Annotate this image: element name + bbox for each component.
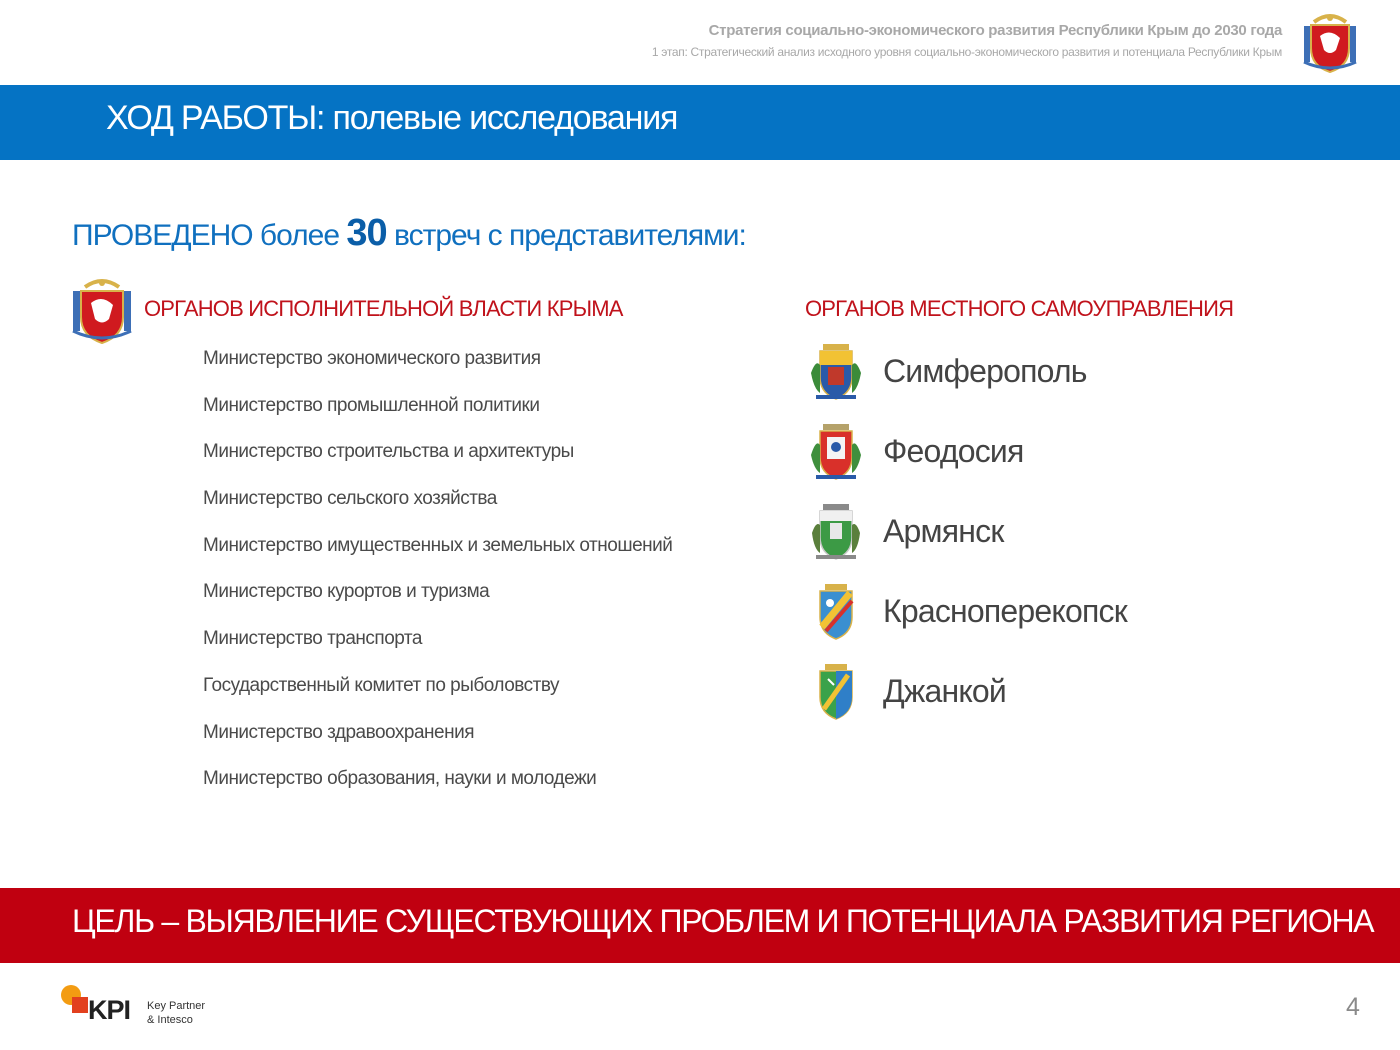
presentation-title: Стратегия социально-экономического развития Республики Крым до 2030 года [708,22,1282,39]
list-item: Министерство экономического развития [203,348,541,369]
headline [72,212,746,255]
dzhankoy-crest-icon [808,663,864,723]
list-item: Министерство курортов и туризма [203,581,490,603]
armyansk-crest-icon [808,503,864,563]
local-government-heading: ОРГАНОВ МЕСТНОГО САМОУПРАВЛЕНИЯ [805,296,1234,321]
headline-number: 30 [346,212,387,254]
headline-suffix: встреч с представителями: [386,219,746,252]
list-item: Министерство промышленной политики [203,394,540,416]
feodosia-crest-icon [808,423,864,483]
list-item: Министерство здравоохранения [203,721,474,743]
city-name: Феодосия [883,433,1024,469]
city-name: Армянск [883,513,1004,549]
city-item-simferopol [806,343,1206,403]
presentation-subtitle: 1 этап: Стратегический анализ исходного уровня социально-экономического развития и потенциала Республики Крым [651,45,1282,59]
list-item: Министерство транспорта [203,628,422,650]
list-item: Министерство имущественных и земельных отношений [203,534,673,556]
crimea-emblem-icon [1302,12,1358,74]
city-item-feodosia [806,423,1206,483]
ministries-list [203,348,672,815]
kpi-logo-line1: Key Partner [147,1000,206,1012]
headline-prefix: ПРОВЕДЕНО более [72,219,347,252]
section-title: ХОД РАБОТЫ: полевые исследования [106,99,678,137]
city-item-dzhankoy [806,663,1206,723]
kpi-logo-icon [60,983,90,1015]
executive-bodies-heading: ОРГАНОВ ИСПОЛНИТЕЛЬНОЙ ВЛАСТИ КРЫМА [144,296,623,321]
list-item: Министерство строительства и архитектуры [203,441,574,463]
city-name: Симферополь [883,353,1087,389]
kpi-logo-line2: & Intesco [147,1014,193,1026]
city-item-armyansk [806,503,1206,563]
city-name: Джанкой [883,673,1006,709]
city-name: Красноперекопск [883,593,1127,629]
list-item: Министерство сельского хозяйства [203,488,497,510]
kpi-logo [60,983,210,1028]
goal-text: ЦЕЛЬ – ВЫЯВЛЕНИЕ СУЩЕСТВУЮЩИХ ПРОБЛЕМ И ПОТЕНЦИАЛА РАЗВИТИЯ РЕГИОНА [72,903,1374,939]
city-item-krasnoperekopsk [806,583,1206,643]
page-number: 4 [1346,993,1360,1021]
list-item: Государственный комитет по рыболовству [203,674,560,696]
kpi-logo-text: KPI [88,995,131,1025]
simferopol-crest-icon [808,343,864,403]
list-item: Министерство образования, науки и молодежи [203,768,597,790]
crimea-emblem-icon [71,277,133,345]
krasnoperekopsk-crest-icon [808,583,864,643]
